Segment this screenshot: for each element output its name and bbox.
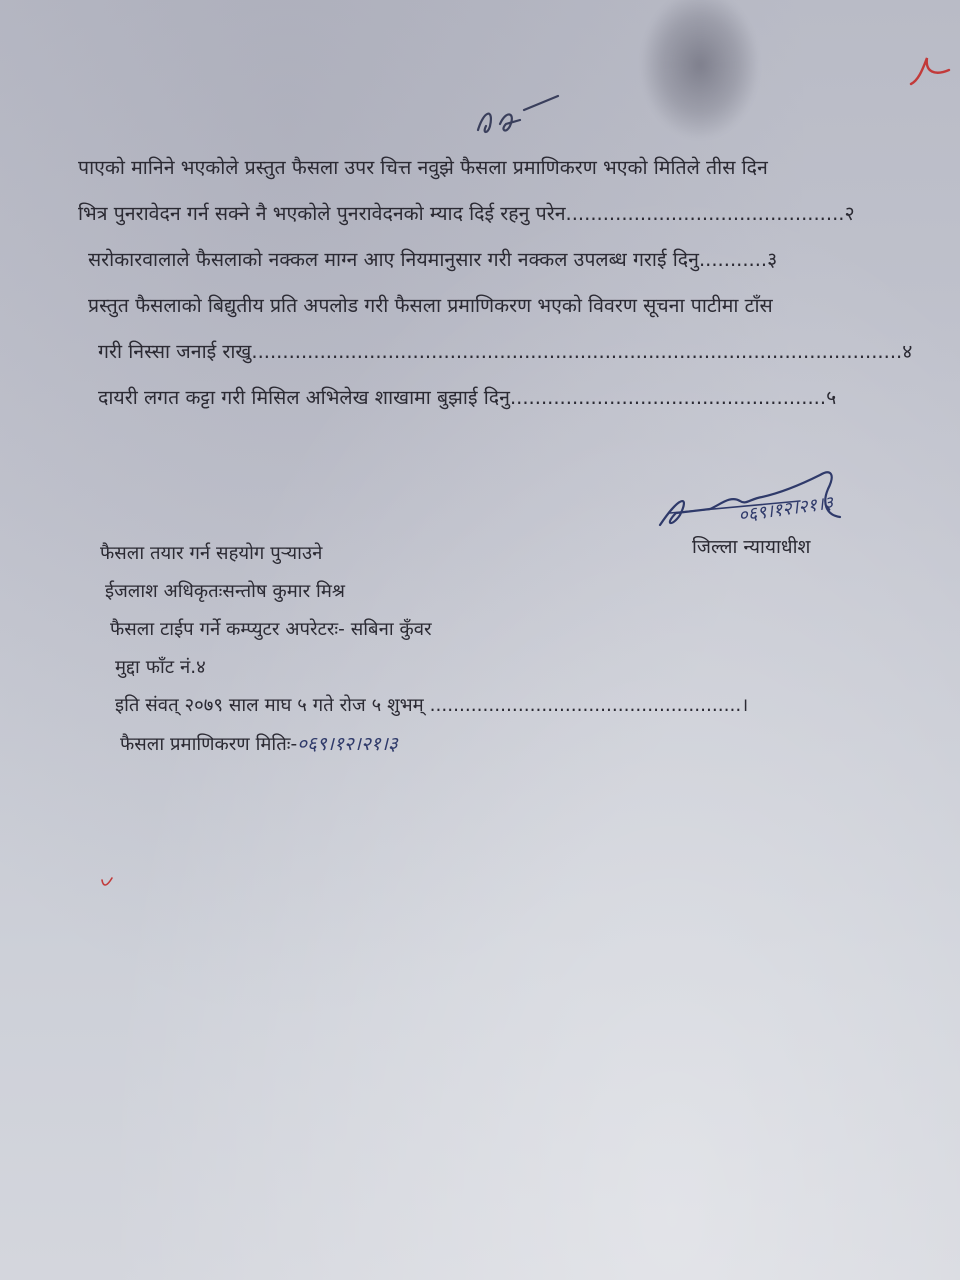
credit-prepared-by: फैसला तयार गर्न सहयोग पुर्‍याउने: [100, 543, 323, 564]
certification-date: ०६९।१२।२१।३: [297, 733, 398, 755]
handwritten-page-mark: [470, 90, 560, 150]
paragraph-line-4: प्रस्तुत फैसलाको बिद्युतीय प्रति अपलोड गरी फैसला प्रमाणिकरण भएको विवरण सूचना पाटीमा टाँस: [88, 294, 773, 317]
office-stamp-smudge: [640, 0, 760, 140]
credit-bench-officer: ईजलाश अधिकृतःसन्तोष कुमार मिश्र: [105, 581, 345, 602]
paragraph-line-2: भित्र पुनरावेदन गर्न सक्ने नै भएकोले पुनरावेदनको म्याद दिई रहनु परेन.............................................२: [78, 202, 855, 225]
certification-line: [100, 725, 820, 763]
paragraph-line-6: दायरी लगत कट्टा गरी मिसिल अभिलेख शाखामा बुझाई दिनु...................................................५: [98, 386, 837, 409]
signature-date: ०६९।१२।२१।३: [737, 492, 835, 527]
credit-date-line: इति संवत् २०७९ साल माघ ५ गते रोज ५ शुभम् .....................................................।: [115, 695, 749, 716]
credit-case-section: मुद्दा फाँट नं.४: [115, 657, 206, 678]
red-corner-mark: [905, 50, 955, 90]
tick-mark-icon: [98, 872, 118, 892]
judge-title: जिल्ला न्यायाधीश: [692, 536, 811, 558]
decision-paragraph: [78, 145, 938, 421]
paragraph-line-1: पाएको मानिने भएकोले प्रस्तुत फैसला उपर चित्त नवुझे फैसला प्रमाणिकरण भएको मितिले तीस दिन: [78, 156, 768, 179]
paragraph-line-3: सरोकारवालाले फैसलाको नक्कल माग्न आए नियमानुसार गरी नक्कल उपलब्ध गराई दिनु...........३: [88, 248, 778, 271]
credit-typist: फैसला टाईप गर्ने कम्प्युटर अपरेटरः- सबिना कुँवर: [110, 619, 432, 640]
credits-section: [100, 535, 820, 763]
paragraph-line-5: गरी निस्सा जनाई राखु.........................................................................................................४: [98, 340, 913, 363]
certification-label: फैसला प्रमाणिकरण मितिः-: [120, 734, 298, 755]
